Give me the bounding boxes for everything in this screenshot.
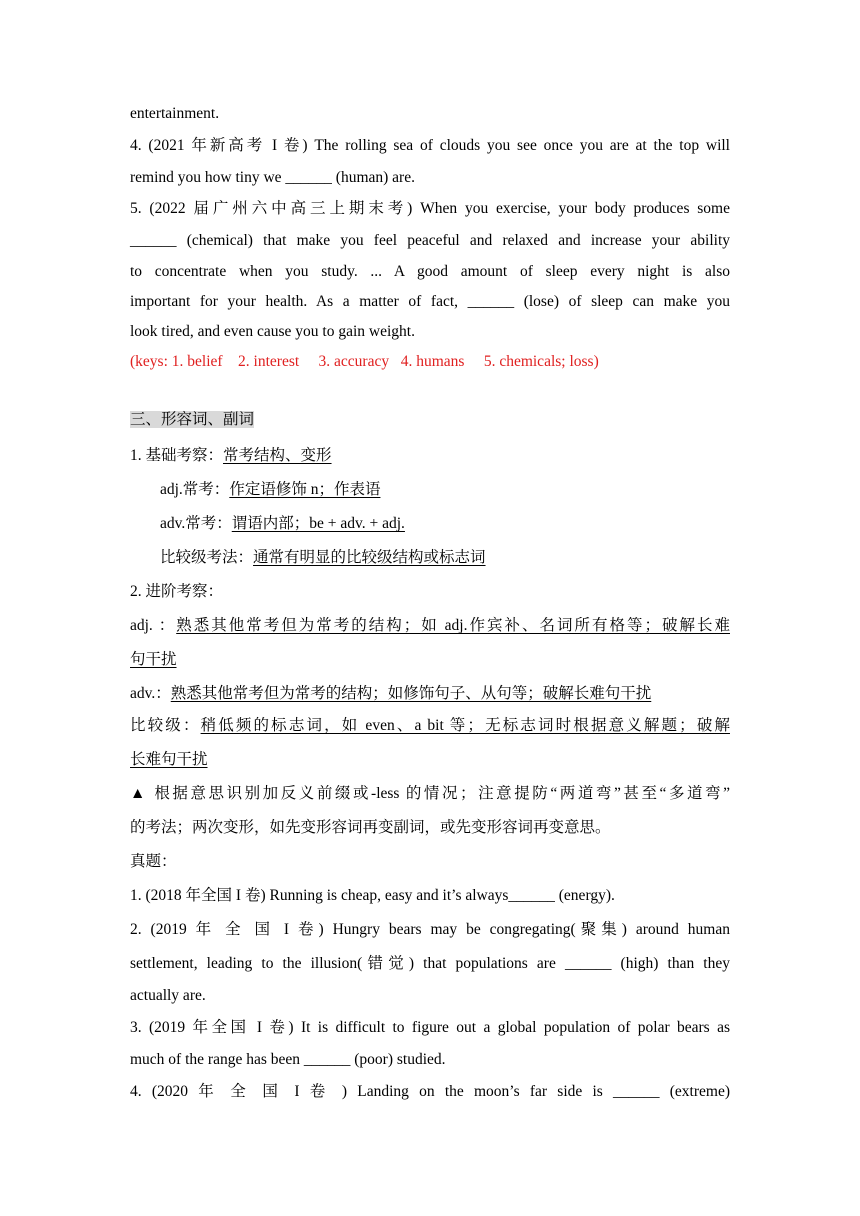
text-line: to concentrate when you study. ... A good amount of sleep every night is also bbox=[130, 263, 730, 280]
text-line: 的考法；两次变形，如先变形容词再变副词，或先变形容词再变意思。 bbox=[130, 819, 611, 836]
comparative-line bbox=[160, 548, 730, 570]
line-underlined: 作定语修饰 n；作表语 bbox=[229, 481, 381, 498]
text-line: entertainment. bbox=[130, 105, 220, 122]
question-4: 4. (2020 年 全 国 I 卷 ) Landing on the moon’s far side is ______ (extreme) bbox=[130, 1083, 730, 1100]
section-heading-text: 三、形容词、副词 bbox=[130, 411, 255, 428]
text-line: look tired, and even cause you to gain weight. bbox=[130, 323, 415, 340]
line-underlined: 通常有明显的比较级结构或标志词 bbox=[253, 549, 486, 566]
line-label: adj.常考： bbox=[160, 481, 230, 498]
question-1: 1. (2018 年全国 I 卷) Running is cheap, easy and it’s always______ (energy). bbox=[130, 887, 615, 904]
text-line: remind you how tiny we ______ (human) are. bbox=[130, 169, 415, 186]
text-line: important for your health. As a matter of fact, ______ (lose) of sleep can make you bbox=[130, 293, 730, 310]
adv-line bbox=[160, 514, 730, 536]
line-underlined: 稍低频的标志词，如 even、a bit 等；无标志词时根据意义解题；破解 bbox=[200, 717, 730, 734]
line-label: 1. 基础考察： bbox=[130, 447, 224, 464]
past-questions-heading: 真题： bbox=[130, 853, 177, 870]
question-4: 4. (2021 年新高考 I 卷) The rolling sea of clouds you see once you are at the top will bbox=[130, 137, 730, 154]
line-label: 比较级： bbox=[130, 717, 201, 734]
comparative-advanced-line bbox=[130, 716, 730, 738]
text-line bbox=[130, 750, 730, 772]
line-underlined: 长难句干扰 bbox=[130, 751, 208, 768]
question-3: 3. (2019 年全国 I 卷) It is difficult to figure out a global population of polar bears as bbox=[130, 1019, 730, 1036]
text-line: much of the range has been ______ (poor) studied. bbox=[130, 1051, 446, 1068]
question-5: 5. (2022 届广州六中高三上期末考) When you exercise, your body produces some bbox=[130, 200, 730, 217]
line-label: adv.常考： bbox=[160, 515, 232, 532]
adj-line bbox=[160, 480, 730, 502]
answer-keys: (keys: 1. belief 2. interest 3. accuracy 4. humans 5. chemicals; loss) bbox=[130, 353, 599, 370]
advanced-exam-line: 2. 进阶考察： bbox=[130, 583, 224, 600]
line-label: 比较级考法： bbox=[160, 549, 254, 566]
question-2: 2. (2019 年 全 国 I 卷) Hungry bears may be congregating(聚集) around human bbox=[130, 921, 730, 938]
basic-exam-line bbox=[130, 446, 730, 468]
text-line: settlement, leading to the illusion(错觉) that populations are ______ (high) than they bbox=[130, 955, 730, 972]
text-line: actually are. bbox=[130, 987, 206, 1004]
adj-advanced-line bbox=[130, 616, 730, 638]
line-underlined: 句干扰 bbox=[130, 651, 177, 668]
line-label: adj. ： bbox=[130, 617, 177, 634]
text-line: ______ (chemical) that make you feel peaceful and relaxed and increase your ability bbox=[130, 232, 730, 249]
line-underlined: 常考结构、变形 bbox=[223, 447, 332, 464]
note-line: ▲ 根据意思识别加反义前缀或-less 的情况；注意提防“两道弯”甚至“多道弯” bbox=[130, 785, 730, 802]
line-underlined: 熟悉其他常考但为常考的结构；如 adj.作宾补、名词所有格等；破解长难 bbox=[176, 617, 730, 634]
line-underlined: 熟悉其他常考但为常考的结构；如修饰句子、从句等；破解长难句干扰 bbox=[170, 685, 652, 702]
line-underlined: 谓语内部；be + adv. + adj. bbox=[231, 515, 405, 532]
section-heading bbox=[130, 410, 730, 432]
adv-advanced-line bbox=[130, 684, 730, 706]
line-label: adv.： bbox=[130, 685, 171, 702]
text-line bbox=[130, 650, 730, 672]
